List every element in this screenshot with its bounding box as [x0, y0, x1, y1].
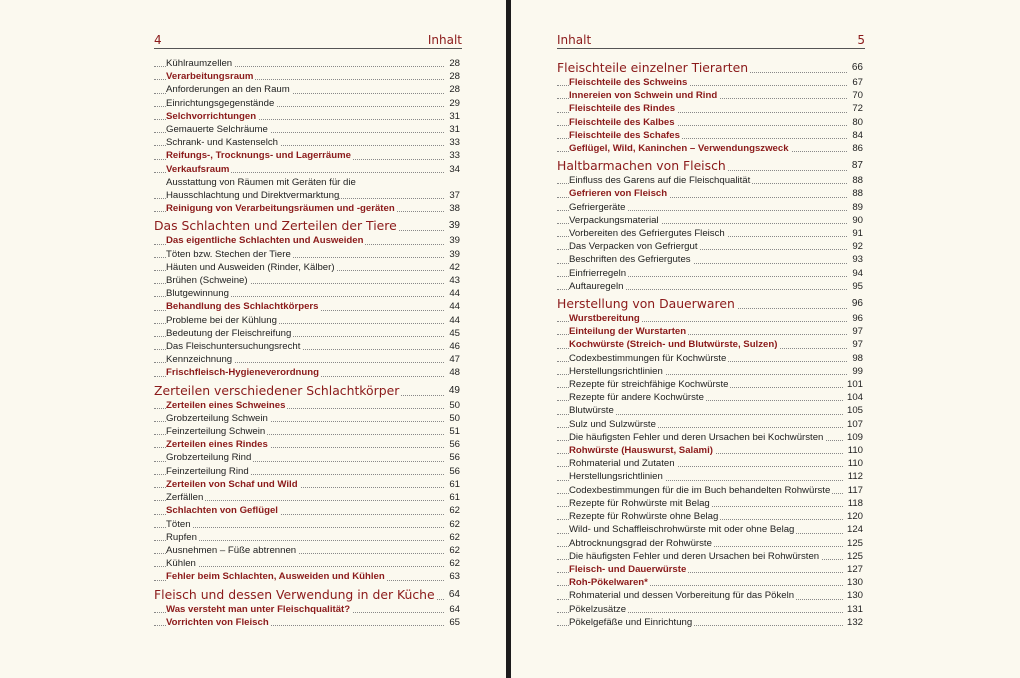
toc-entry-title: Herstellungsrichtlinien [569, 471, 663, 483]
toc-entry-title: Vorrichten von Fleisch [166, 616, 269, 628]
toc-section [154, 234, 460, 247]
toc-page-number: 51 [445, 425, 460, 438]
toc-page-number: 39 [445, 248, 460, 261]
toc-entry [557, 253, 863, 266]
toc-page-number: 33 [445, 136, 460, 149]
toc-section [154, 202, 460, 215]
toc-page-number: 67 [848, 76, 863, 89]
toc-entry-title: Geflügel, Wild, Kaninchen – Verwendungszweck [569, 143, 789, 155]
toc-section [154, 366, 460, 379]
toc-entry [557, 537, 863, 550]
toc-entry-title: Blutgewinnung [166, 288, 229, 300]
toc-entry-title: Rezepte für Rohwürste mit Belag [569, 497, 710, 509]
toc-entry [154, 136, 460, 149]
toc-entry [557, 214, 863, 227]
toc-page-number: 61 [445, 478, 460, 491]
toc-entry-title: Wild- und Schaffleischrohwürste mit oder ohne Belag [569, 524, 795, 536]
toc-entry-title: Rupfen [166, 531, 197, 543]
toc-page-number: 90 [848, 214, 863, 227]
toc-entry-title: Fleischteile des Schweins [569, 77, 688, 88]
toc-entry-title: Rezepte für Rohwürste ohne Belag [569, 511, 719, 523]
toc-section [154, 163, 460, 176]
toc-entry-title: Kennzeichnung [166, 354, 233, 366]
toc-entry [557, 240, 863, 253]
toc-entry-title: Codexbestimmungen für die im Buch behandelten Rohwürste [569, 484, 831, 496]
toc-page-number: 117 [844, 484, 863, 497]
toc-entry-title: Zerteilen verschiedener Schlachtkörper [154, 382, 400, 398]
toc-page-number: 99 [848, 365, 863, 378]
toc-entry [557, 589, 863, 602]
toc-page-number: 29 [445, 97, 460, 110]
toc-chapter [154, 383, 460, 399]
toc-page-number: 101 [843, 378, 863, 391]
toc-entry-title: Auftauregeln [569, 280, 624, 292]
toc-entry-title: Das Verpacken von Gefriergut [569, 241, 698, 253]
toc-page-number: 84 [848, 129, 863, 142]
toc-entry [154, 274, 460, 287]
toc-entry-title: Das eigentliche Schlachten und Ausweiden [166, 235, 364, 247]
toc-page-number: 97 [848, 325, 863, 338]
toc-page-number: 31 [445, 123, 460, 136]
toc-entry-title: Gefrieren von Fleisch [569, 188, 668, 200]
toc-entry-title: Herstellung von Dauerwaren [557, 296, 735, 312]
toc-page-number: 47 [445, 353, 460, 366]
toc-entry-title: Töten bzw. Stechen der Tiere [166, 248, 291, 260]
toc-entry-title: Zerteilen eines Schweines [166, 399, 286, 411]
toc-entry-title: Feinzerteilung Rind [166, 465, 249, 477]
toc-entry-title: Fleisch- und Dauerwürste [569, 563, 687, 575]
toc-page-number: 62 [445, 544, 460, 557]
toc-entry [154, 314, 460, 327]
toc-entry-title: Einteilung der Wurstarten [569, 326, 687, 338]
toc-entry [154, 123, 460, 136]
toc-page-number: 62 [445, 504, 460, 517]
toc-page-number: 43 [445, 274, 460, 287]
toc-page-number: 98 [848, 352, 863, 365]
toc-section [154, 504, 460, 517]
toc-entry-title: Pökelgefäße und Einrichtung [569, 616, 693, 628]
toc-page-number: 62 [445, 531, 460, 544]
toc-entry-title: Fleischteile einzelner Tierarten [557, 60, 749, 75]
toc-entry-title: Die häufigsten Fehler und deren Ursachen bei Kochwürsten [569, 431, 824, 443]
toc-page-number: 62 [445, 557, 460, 570]
toc-entry-title: Einfrierregeln [569, 267, 627, 279]
toc-entry-title: Fleischteile des Kalbes [569, 116, 675, 128]
toc-page-number: 66 [848, 60, 863, 76]
toc-entry-title: Pökelzusätze [569, 603, 627, 615]
left-page [0, 0, 506, 678]
toc-section [557, 89, 863, 102]
toc-entry-title: Fleisch und dessen Verwendung in der Küche [154, 586, 435, 602]
toc-entry-title: Reifungs-, Trocknungs- und Lagerräume [166, 150, 351, 162]
toc-entry-title: Ausnehmen – Füße abtrennen [166, 544, 297, 556]
page-number: 4 [154, 33, 162, 47]
toc-page-number: 38 [445, 202, 460, 215]
toc-page-number: 96 [848, 296, 863, 312]
toc-entry-title: Häuten und Ausweiden (Rinder, Kälber) [166, 261, 335, 273]
toc-entry-title: Roh-Pökelwaren* [569, 577, 648, 589]
toc-entry-title: Beschriften des Gefriergutes [569, 254, 691, 266]
toc-entry-title: Rezepte für streichfähige Kochwürste [569, 379, 729, 391]
toc-page-number: 50 [445, 412, 460, 425]
toc-page-number: 88 [848, 187, 863, 200]
toc-entry [557, 523, 863, 536]
toc-entry [154, 83, 460, 96]
toc-page-number: 94 [848, 267, 863, 280]
toc-page-number: 130 [843, 589, 863, 602]
toc-entry [154, 353, 460, 366]
toc-entry [557, 174, 863, 187]
toc-entry-title: Fleischteile des Schafes [569, 129, 680, 141]
toc-entry-title: Behandlung des Schlachtkörpers [166, 301, 319, 313]
toc-entry-title: Selchvorrichtungen [166, 110, 257, 122]
toc-page-number: 109 [843, 431, 863, 444]
toc-entry [154, 176, 460, 202]
toc-page-number: 44 [445, 300, 460, 313]
toc-page-number: 130 [843, 576, 863, 589]
toc-entry-title: Kühlraumzellen [166, 58, 233, 69]
toc-entry [557, 267, 863, 280]
toc-entry [557, 352, 863, 365]
toc-page-number: 86 [848, 142, 863, 155]
toc-entry-title: Haltbarmachen von Fleisch [557, 158, 726, 174]
toc-page-number: 125 [843, 550, 863, 563]
toc-entry-title: Zerteilen eines Rindes [166, 439, 268, 451]
toc-entry-title: Brühen (Schweine) [166, 275, 248, 287]
toc-entry [557, 280, 863, 293]
toc-entry [154, 465, 460, 478]
toc-entry-title: Rohmaterial und Zutaten [569, 458, 675, 470]
toc-page-number: 97 [848, 338, 863, 351]
toc-entry [154, 518, 460, 531]
toc-entry-title: Bedeutung der Fleischreifung [166, 327, 292, 339]
toc-entry-title: Grobzerteilung Schwein [166, 412, 268, 424]
toc-page-number: 65 [445, 616, 460, 629]
toc-entry-title: Einrichtungsgegenstände [166, 97, 275, 109]
toc-entry-title: Grobzerteilung Rind [166, 452, 252, 464]
toc-entry-title: Schrank- und Kastenselch [166, 137, 278, 149]
toc-chapter [154, 218, 460, 234]
toc-page-number: 48 [445, 366, 460, 379]
toc-page-number: 105 [843, 404, 863, 417]
toc-page-number: 80 [848, 116, 863, 129]
toc-entry [154, 544, 460, 557]
toc-entry-title: Das Schlachten und Zerteilen der Tiere [154, 218, 397, 234]
toc-entry-title: Probleme bei der Kühlung [166, 314, 277, 326]
toc-page-number: 50 [445, 399, 460, 412]
toc-page-number: 118 [844, 497, 863, 510]
toc-entry-title-line1: Ausstattung von Räumen mit Geräten für die [166, 176, 356, 188]
toc-page-number: 39 [445, 218, 460, 234]
toc-page-number: 96 [848, 312, 863, 325]
toc-page-number: 72 [848, 102, 863, 115]
toc-entry-title: Rezepte für andere Kochwürste [569, 392, 704, 404]
toc-section [154, 70, 460, 83]
toc-entry-title: Was versteht man unter Fleischqualität? [166, 603, 351, 615]
toc-entry [154, 248, 460, 261]
toc-entry [557, 391, 863, 404]
toc-entry [557, 603, 863, 616]
toc-page-number: 125 [843, 537, 863, 550]
toc-entry [557, 404, 863, 417]
toc-entry [154, 557, 460, 570]
toc-entry [557, 550, 863, 563]
toc-page-number: 70 [848, 89, 863, 102]
toc-entry-title: Feinzerteilung Schwein [166, 426, 266, 438]
toc-entry-title: Gefriergeräte [569, 201, 626, 213]
toc-page-number: 127 [843, 563, 863, 576]
toc-entry-title-line2: Hausschlachtung und Direktvermarktung [166, 190, 340, 202]
toc-page-number: 95 [848, 280, 863, 293]
toc-entry [154, 57, 460, 70]
toc-entry [154, 261, 460, 274]
toc-entry [154, 451, 460, 464]
page-header [557, 34, 865, 49]
toc-entry-title: Frischfleisch-Hygieneverordnung [166, 367, 319, 379]
toc-entry-title: Fleischteile des Rindes [569, 103, 676, 115]
toc-page-number: 91 [848, 227, 863, 240]
toc-entry [557, 365, 863, 378]
toc-entry [154, 340, 460, 353]
page-header [154, 34, 462, 49]
toc-entry-title: Wurstbereitung [569, 313, 640, 325]
toc-entry [557, 616, 863, 629]
right-page [511, 0, 1020, 678]
toc-entry [154, 97, 460, 110]
page-number: 5 [857, 33, 865, 47]
running-title: Inhalt [427, 33, 462, 47]
toc-section [557, 576, 863, 589]
toc-section [154, 110, 460, 123]
toc-entry [557, 418, 863, 431]
toc-entry [154, 412, 460, 425]
toc-chapter [557, 60, 863, 76]
toc-entry [557, 457, 863, 470]
toc-page-number: 64 [445, 587, 460, 603]
toc-page-number: 131 [843, 603, 863, 616]
toc-section [557, 563, 863, 576]
toc-entry [154, 327, 460, 340]
toc-page-number: 31 [445, 110, 460, 123]
toc-page-number: 56 [445, 465, 460, 478]
toc-section [557, 76, 863, 89]
toc-entry-title: Rohwürste (Hauswurst, Salami) [569, 445, 713, 457]
toc-page-number: 45 [445, 327, 460, 340]
toc-page-number: 89 [848, 201, 863, 214]
toc-page-number: 44 [445, 314, 460, 327]
toc-entry-title: Blutwürste [569, 405, 614, 417]
toc-entry-title: Abtrocknungsgrad der Rohwürste [569, 537, 712, 549]
toc-entry [557, 470, 863, 483]
toc-section [154, 478, 460, 491]
toc-chapter [154, 587, 460, 603]
toc-section [557, 187, 863, 200]
toc-page-number: 88 [848, 174, 863, 187]
toc-entry-title: Kühlen [166, 558, 196, 570]
toc-entry-title: Einfluss des Garens auf die Fleischqualität [569, 175, 751, 187]
toc-section [557, 129, 863, 142]
toc-page-number: 120 [843, 510, 863, 523]
toc-entry-title: Vorbereiten des Gefriergutes Fleisch [569, 228, 725, 240]
toc-page-number: 42 [445, 261, 460, 274]
toc-page-number: 28 [445, 57, 460, 70]
toc-entry [154, 287, 460, 300]
toc-section [154, 149, 460, 162]
toc-page-number: 34 [445, 163, 460, 176]
toc-page-number: 44 [445, 287, 460, 300]
toc-page-number: 61 [445, 491, 460, 504]
toc-entry [557, 431, 863, 444]
toc-entry [154, 531, 460, 544]
toc-section [154, 438, 460, 451]
toc-chapter [557, 296, 863, 312]
toc-entry-title: Rohmaterial und dessen Vorbereitung für das Pökeln [569, 590, 795, 602]
toc-section [154, 300, 460, 313]
toc-section [557, 444, 863, 457]
toc-entry-title: Die häufigsten Fehler und deren Ursachen bei Rohwürsten [569, 550, 820, 562]
toc-entry-title: Verarbeitungsraum [166, 71, 254, 83]
toc-page-number: 110 [844, 444, 863, 457]
toc-page-number: 110 [844, 457, 863, 470]
toc-chapter [557, 158, 863, 174]
toc-entry [557, 497, 863, 510]
toc-page-number: 28 [445, 83, 460, 96]
toc-page-number: 112 [844, 470, 863, 483]
toc-page-number: 62 [445, 518, 460, 531]
toc-page-number: 37 [445, 189, 460, 202]
toc-page-number: 107 [843, 418, 863, 431]
toc-page-number: 92 [848, 240, 863, 253]
toc-page-number: 49 [445, 383, 460, 399]
toc-section [557, 325, 863, 338]
toc-entry-title: Töten [166, 518, 191, 530]
toc-entry [154, 491, 460, 504]
toc-section [154, 570, 460, 583]
toc-page-number: 132 [843, 616, 863, 629]
toc-entry-title: Zerfällen [166, 492, 204, 504]
toc-entry-title: Das Fleischuntersuchungsrecht [166, 341, 301, 353]
toc-page-number: 56 [445, 451, 460, 464]
toc-page-number: 93 [848, 253, 863, 266]
toc-section [557, 312, 863, 325]
toc-entry-title: Verkaufsraum [166, 163, 230, 175]
toc-section [154, 616, 460, 629]
toc-entry-title: Gemauerte Selchräume [166, 124, 268, 136]
toc-entry-title: Sulz und Sulzwürste [569, 418, 656, 430]
toc-section [154, 399, 460, 412]
running-title: Inhalt [557, 33, 592, 47]
toc-entry [557, 484, 863, 497]
toc-entry [557, 201, 863, 214]
toc-entry-title: Kochwürste (Streich- und Blutwürste, Sulzen) [569, 339, 778, 351]
toc-page-number: 124 [843, 523, 863, 536]
toc-page-number: 33 [445, 149, 460, 162]
toc-section [557, 142, 863, 155]
toc-entry-title: Verpackungsmaterial [569, 214, 659, 226]
toc-page-number: 104 [843, 391, 863, 404]
toc-entry-title: Codexbestimmungen für Kochwürste [569, 352, 727, 364]
toc-page-number: 64 [445, 603, 460, 616]
toc-section [557, 116, 863, 129]
toc-entry [557, 510, 863, 523]
toc-entry-title: Fehler beim Schlachten, Ausweiden und Kühlen [166, 571, 385, 583]
toc-entry [557, 378, 863, 391]
toc-page-number: 46 [445, 340, 460, 353]
toc-entry-title: Herstellungsrichtlinien [569, 365, 663, 377]
table-of-contents [557, 57, 863, 629]
toc-entry-title [166, 176, 438, 202]
toc-page-number: 63 [445, 570, 460, 583]
toc-entry [557, 227, 863, 240]
toc-entry-title: Anforderungen an den Raum [166, 84, 290, 96]
toc-page-number: 28 [445, 70, 460, 83]
toc-section [154, 603, 460, 616]
toc-entry-title: Schlachten von Geflügel [166, 505, 278, 517]
toc-page-number: 87 [848, 158, 863, 174]
toc-entry-title: Innereien von Schwein und Rind [569, 90, 718, 102]
toc-section [557, 338, 863, 351]
toc-page-number: 56 [445, 438, 460, 451]
toc-entry [154, 425, 460, 438]
table-of-contents [154, 57, 460, 629]
toc-page-number: 39 [445, 234, 460, 247]
toc-entry-title: Zerteilen von Schaf und Wild [166, 478, 298, 490]
toc-entry-title: Reinigung von Verarbeitungsräumen und -geräten [166, 203, 395, 215]
toc-section [557, 102, 863, 115]
